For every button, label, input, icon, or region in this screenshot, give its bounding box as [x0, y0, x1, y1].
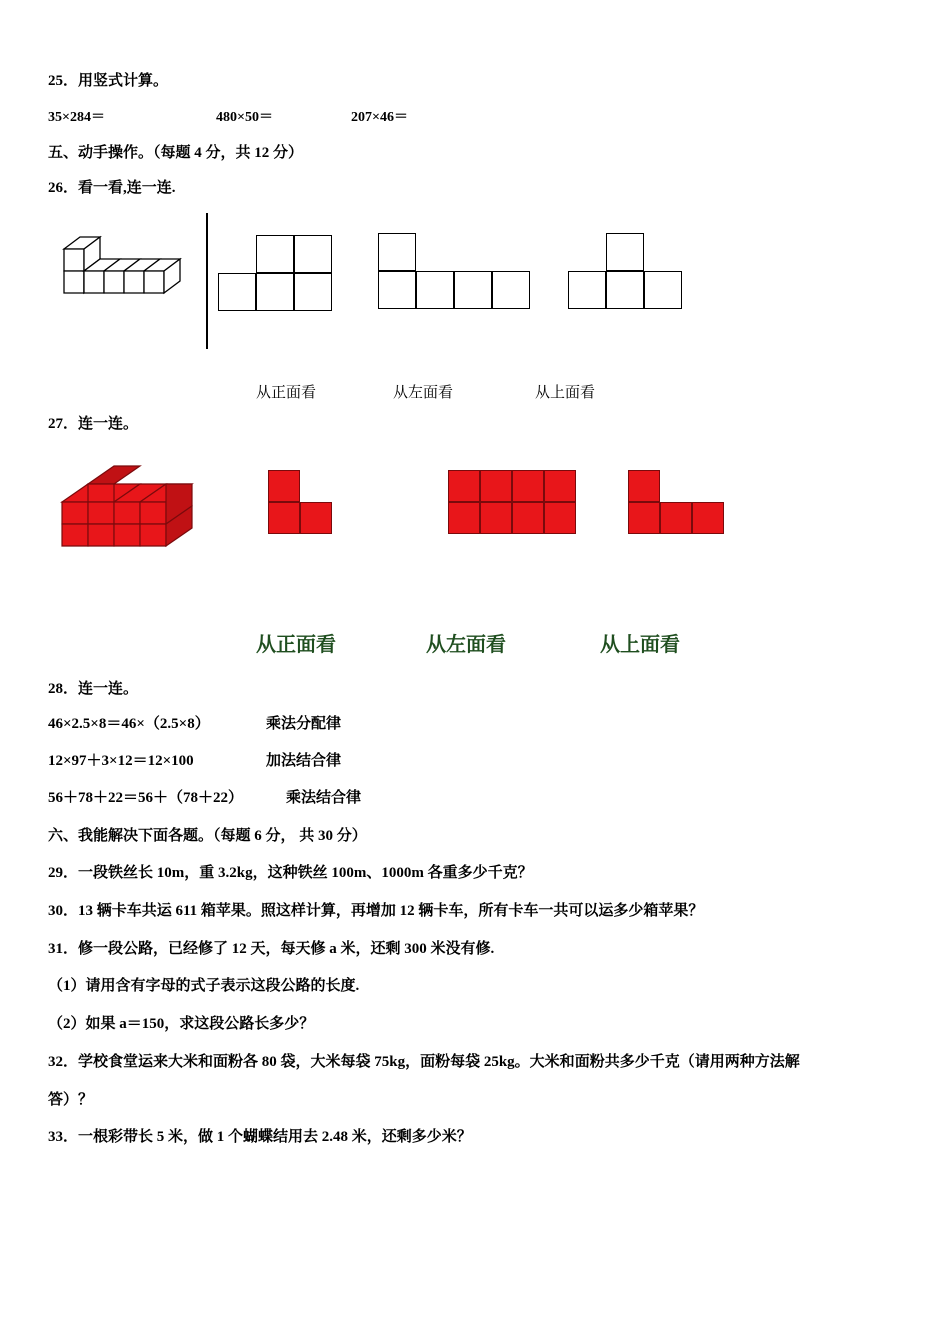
match-left-1: 46×2.5×8＝46×（2.5×8） [48, 715, 210, 732]
match-right-2: 加法结合律 [266, 752, 342, 769]
section-6-heading: 六、我能解决下面各题。（每题 6 分， 共 30 分） [48, 827, 367, 844]
caption-left-27: 从左面看 [426, 634, 506, 656]
match-row-3 [48, 788, 908, 809]
caption-front-26: 从正面看 [256, 384, 317, 401]
question-27-figure [48, 448, 908, 678]
question-30: 30．13 辆卡车共运 611 箱苹果。照这样计算，再增加 12 辆卡车，所有卡车一共可以运多少箱苹果？ [48, 902, 704, 919]
match-left-3: 56＋78＋22＝56＋（78＋22） [48, 789, 244, 806]
match-row-2 [48, 751, 908, 772]
question-26-title: 26．看一看,连一连. [48, 180, 176, 196]
match-right-3: 乘法结合律 [286, 789, 362, 806]
red-solid-shape-27 [48, 458, 218, 578]
question-31-title: 31．修一段公路，已经修了 12 天，每天修 a 米，还剩 300 米没有修. [48, 940, 495, 957]
question-26-figure [48, 213, 908, 413]
question-33: 33．一根彩带长 5 米，做 1 个蝴蝶结用去 2.48 米，还剩多少米？ [48, 1129, 472, 1146]
section-5-heading-real: 五、动手操作。（每题 4 分，共 12 分） [48, 144, 304, 161]
caption-top-27: 从上面看 [600, 634, 680, 656]
match-left-2: 12×97＋3×12＝12×100 [48, 752, 194, 769]
caption-front-27: 从正面看 [256, 634, 336, 656]
question-31-sub-2: （2）如果 a＝150，求这段公路长多少？ [48, 1016, 315, 1032]
question-32-line-1: 32．学校食堂运来大米和面粉各 80 袋，大米每袋 75kg，面粉每袋 25kg。大米和面粉共多少千克（请用两种方法解 [48, 1053, 800, 1070]
page-content [48, 70, 908, 1162]
q25-item-3: 207×46＝ [351, 109, 408, 125]
solid-shape-26 [52, 227, 202, 337]
q25-item-2: 480×50＝ [216, 109, 273, 125]
figure-divider-26 [206, 213, 208, 349]
match-row-1 [48, 714, 908, 735]
question-28-title: 28．连一连。 [48, 681, 139, 697]
question-31-sub-1: （1）请用含有字母的式子表示这段公路的长度. [48, 978, 360, 995]
caption-left-26: 从左面看 [393, 384, 454, 401]
question-32-line-2: 答）？ [48, 1091, 94, 1108]
question-25-items [48, 106, 908, 126]
match-right-1: 乘法分配律 [266, 715, 342, 732]
question-27-title: 27．连一连。 [48, 415, 139, 432]
caption-top-26: 从上面看 [535, 384, 596, 401]
q25-item-1: 35×284＝ [48, 109, 105, 125]
question-25-title: 25．用竖式计算。 [48, 73, 169, 89]
question-29: 29．一段铁丝长 10m，重 3.2kg，这种铁丝 100m、1000m 各重多少千克？ [48, 865, 533, 881]
